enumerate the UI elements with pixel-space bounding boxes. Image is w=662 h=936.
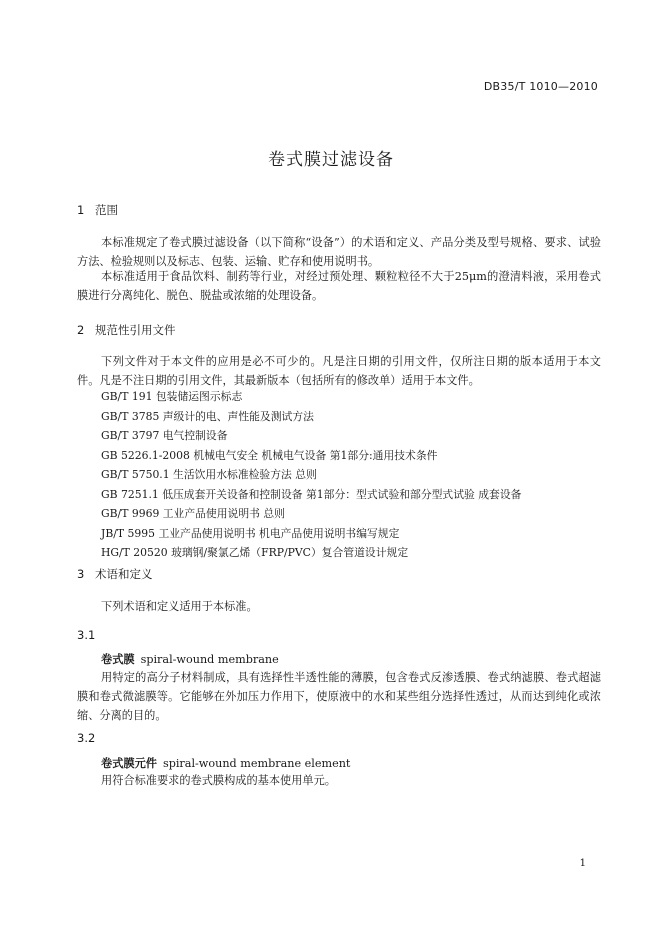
reference-item: GB/T 191 包装储运图示标志 bbox=[101, 390, 243, 403]
section-heading-scope bbox=[77, 202, 118, 218]
term-name-en: spiral-wound membrane bbox=[140, 653, 279, 666]
section-number: 2 bbox=[77, 323, 85, 337]
term-name-zh: 卷式膜元件 bbox=[101, 757, 157, 770]
section-title: 范围 bbox=[95, 203, 118, 217]
reference-item: GB 7251.1 低压成套开关设备和控制设备 第1部分：型式试验和部分型式试验 成套设备 bbox=[101, 487, 522, 501]
reference-item: GB/T 5750.1 生活饮用水标准检验方法 总则 bbox=[101, 468, 317, 481]
term-heading bbox=[101, 755, 350, 771]
reference-item: GB/T 3785 声级计的电、声性能及测试方法 bbox=[101, 409, 314, 423]
clause-number-3-2: 3.2 bbox=[77, 731, 96, 745]
section-number: 1 bbox=[77, 203, 85, 217]
reference-item: GB/T 9969 工业产品使用说明书 总则 bbox=[101, 507, 285, 520]
terms-intro: 下列术语和定义适用于本标准。 bbox=[101, 600, 258, 613]
references-intro: 下列文件对于本文件的应用是必不可少的。凡是注日期的引用文件，仅所注日期的版本适用于本文件。凡是不注日期的引用文件，其最新版本（包括所有的修改单）适用于本文件。 bbox=[77, 355, 601, 387]
section-title: 规范性引用文件 bbox=[95, 323, 176, 337]
scope-paragraph-2: 本标准适用于食品饮料、制药等行业，对经过预处理、颗粒粒径不大于25μm的澄清料液，采用卷式膜进行分离纯化、脱色、脱盐或浓缩的处理设备。 bbox=[77, 270, 601, 302]
term-name-zh: 卷式膜 bbox=[101, 653, 135, 666]
clause-number-3-1: 3.1 bbox=[77, 628, 96, 642]
reference-list bbox=[101, 387, 521, 563]
scope-paragraph-1: 本标准规定了卷式膜过滤设备（以下简称“设备”）的术语和定义、产品分类及型号规格、要求、试验方法、检验规则以及标志、包装、运输、贮存和使用说明书。 bbox=[77, 236, 601, 268]
section-number: 3 bbox=[77, 567, 85, 581]
reference-item: JB/T 5995 工业产品使用说明书 机电产品使用说明书编写规定 bbox=[101, 526, 400, 540]
term-name-en: spiral-wound membrane element bbox=[162, 757, 351, 770]
term-definition: 用符合标准要求的卷式膜构成的基本使用单元。 bbox=[101, 774, 336, 787]
reference-item: GB 5226.1-2008 机械电气安全 机械电气设备 第1部分:通用技术条件 bbox=[101, 448, 438, 462]
document-code: DB35/T 1010—2010 bbox=[483, 80, 598, 93]
page-number: 1 bbox=[579, 858, 586, 869]
page-title: 卷式膜过滤设备 bbox=[268, 150, 394, 170]
reference-item: GB/T 3797 电气控制设备 bbox=[101, 429, 228, 442]
reference-item: HG/T 20520 玻璃钢/聚氯乙烯（FRP/PVC）复合管道设计规定 bbox=[101, 546, 409, 559]
section-heading-terms bbox=[77, 566, 153, 582]
section-heading-references bbox=[77, 322, 176, 338]
section-title: 术语和定义 bbox=[95, 567, 153, 581]
term-heading bbox=[101, 651, 279, 667]
term-definition: 用特定的高分子材料制成，具有选择性半透性能的薄膜，包含卷式反渗透膜、卷式纳滤膜、卷式超滤膜和卷式微滤膜等。它能够在外加压力作用下，使原液中的水和某些组分选择性透过，从而达到纯化或浓缩、分离的目的。 bbox=[77, 671, 601, 722]
